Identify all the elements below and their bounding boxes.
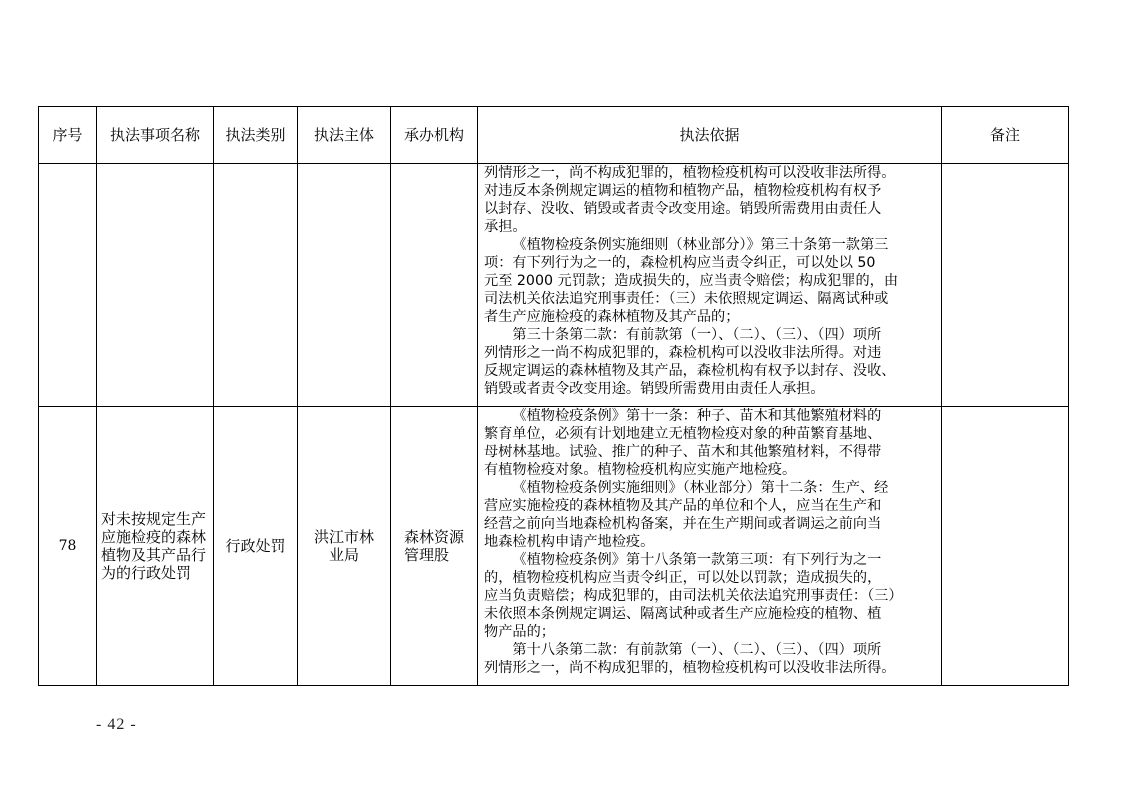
basis-line: 列情形之一，尚不构成犯罪的，植物检疫机构可以没收非法所得。: [484, 165, 896, 181]
enforcement-table: [38, 106, 1069, 686]
basis-line: 销毁或者责令改变用途。销毁所需费用由责任人承担。: [484, 381, 825, 397]
basis-line: 的，植物检疫机构应当责令纠正，可以处以罚款；造成损失的，: [484, 570, 882, 586]
basis-line: 者生产应施检疫的森林植物及其产品的；: [484, 309, 740, 325]
basis-line: 繁育单位，必须有计划地建立无植物检疫对象的种苗繁育基地、: [484, 426, 882, 442]
header-category: 执法类别: [214, 107, 298, 164]
basis-line: 未依照本条例规定调运、隔离试种或者生产应施检疫的植物、植: [484, 606, 882, 622]
basis-line: 列情形之一尚不构成犯罪的，森检机构可以没收非法所得。对违: [484, 345, 882, 361]
cell-agency: [391, 164, 478, 407]
basis-line: 母树林基地。试验、推广的种子、苗木和其他繁殖材料，不得带: [484, 444, 882, 460]
basis-line: 列情形之一，尚不构成犯罪的，植物检疫机构可以没收非法所得。: [484, 660, 896, 676]
basis-line: 营应实施检疫的森林植物及其产品的单位和个人，应当在生产和: [484, 498, 882, 514]
cell-agency: [391, 407, 478, 686]
cell-item-name: [97, 164, 214, 407]
basis-line: 司法机关依法追究刑事责任：（三）未依照规定调运、隔离试种或: [484, 291, 889, 307]
header-subject: 执法主体: [298, 107, 391, 164]
header-item-name: 执法事项名称: [97, 107, 214, 164]
basis-line: 《植物检疫条例》第十一条：种子、苗木和其他繁殖材料的: [512, 408, 882, 424]
cell-remarks: [942, 407, 1069, 686]
basis-line: 《植物检疫条例实施细则（林业部分）》第三十条第一款第三: [512, 237, 889, 253]
basis-line: 经营之前向当地森检机构备案，并在生产期间或者调运之前向当: [484, 516, 882, 532]
page-number: - 42 -: [96, 716, 137, 733]
cell-basis: [478, 164, 942, 407]
cell-subject: [298, 407, 391, 686]
basis-line: 第十八条第二款：有前款第（一）、（二）、（三）、（四）项所: [512, 642, 882, 658]
basis-line: 《植物检疫条例》第十八条第一款第三项：有下列行为之一: [512, 552, 882, 568]
table-row: [39, 164, 1069, 407]
basis-line: 以封存、没收、销毁或者责令改变用途。销毁所需费用由责任人: [484, 201, 882, 217]
cell-subject: [298, 164, 391, 407]
cell-serial: [39, 164, 97, 407]
agency-text: 森林资源管理股: [404, 528, 465, 564]
cell-basis: [478, 407, 942, 686]
basis-line: 项：有下列行为之一的，森检机构应当责令纠正，可以处以 50: [484, 255, 876, 271]
cell-category: [214, 164, 298, 407]
cell-serial: 78: [39, 407, 97, 686]
header-basis: 执法依据: [478, 107, 942, 164]
header-remarks: 备注: [942, 107, 1069, 164]
basis-line: 地森检机构申请产地检疫。: [484, 534, 655, 550]
cell-remarks: [942, 164, 1069, 407]
cell-category: 行政处罚: [214, 407, 298, 686]
table-row: [39, 407, 1069, 686]
header-agency: 承办机构: [391, 107, 478, 164]
basis-line: 反规定调运的森林植物及其产品，森检机构有权予以封存、没收、: [484, 363, 896, 379]
basis-line: 元至 2000 元罚款；造成损失的，应当责令赔偿；构成犯罪的，由: [484, 273, 899, 289]
basis-line: 对违反本条例规定调运的植物和植物产品，植物检疫机构有权予: [484, 183, 882, 199]
basis-line: 第三十条第二款：有前款第（一）、（二）、（三）、（四）项所: [512, 327, 882, 343]
item-name-text: 对未按规定生产应施检疫的森林植物及其产品行为的行政处罚: [101, 510, 207, 582]
basis-line: 《植物检疫条例实施细则》（林业部分）第十二条：生产、经: [512, 480, 889, 496]
subject-text: 洪江市林业局: [314, 528, 375, 564]
basis-line: 物产品的；: [484, 624, 555, 640]
header-serial: 序号: [39, 107, 97, 164]
table-header-row: [39, 107, 1069, 164]
basis-line: 应当负责赔偿；构成犯罪的，由司法机关依法追究刑事责任：（三）: [484, 588, 903, 604]
basis-line: 有植物检疫对象。植物检疫机构应实施产地检疫。: [484, 462, 797, 478]
basis-line: 承担。: [484, 219, 527, 235]
cell-item-name: [97, 407, 214, 686]
